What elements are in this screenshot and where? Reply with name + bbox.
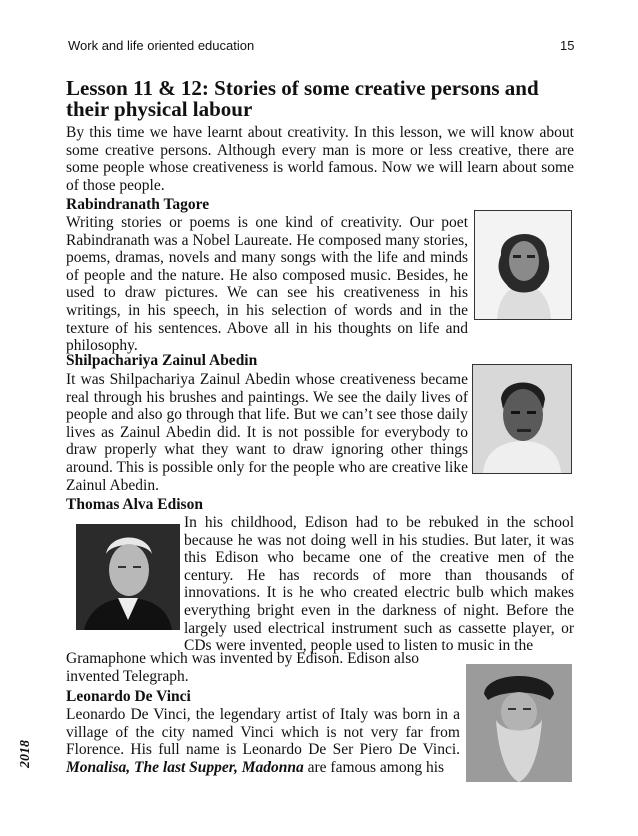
paragraph-davinci	[66, 706, 460, 776]
tagore-portrait-image	[474, 210, 572, 320]
heading-davinci: Leonardo De Vinci	[66, 688, 191, 705]
heading-tagore: Rabindranath Tagore	[66, 196, 210, 213]
abedin-portrait-image	[472, 364, 572, 474]
davinci-portrait-image	[466, 664, 572, 782]
davinci-text: Leonardo De Vinci, the legendary artist of Italy was born in a village of the city named Vinci which is not very far from Florence. His full name is Leonardo De Ser Piero De Vinci.	[66, 706, 460, 759]
paragraph-tagore: Writing stories or poems is one kind of creativity. Our poet Rabindranath was a Nobel Laureate. He composed many stories, poems, dramas, novels and many songs with the life and minds of people and the nature. He also composed music. Besides, he used to draw pictures. We can see his creativeness in his writings, in his speech, in his selection of words and in the texture of his sentences. Above all in his thoughts on life and philosophy.	[66, 214, 468, 355]
paragraph-edison-continued: Gramaphone which was invented by Edison. Edison also invented Telegraph.	[66, 650, 419, 685]
intro-paragraph: By this time we have learnt about creativity. In this lesson, we will know about some creative persons. Although every man is more or less creative, there are some people whose creativeness is world famous. Now we will learn about some of those people.	[66, 124, 574, 194]
running-header: Work and life oriented education	[68, 38, 255, 53]
year-label: 2018	[18, 740, 33, 768]
davinci-works: Monalisa, The last Supper, Madonna	[66, 758, 304, 776]
paragraph-abedin: It was Shilpachariya Zainul Abedin whose creativeness became real through his brushes and paintings. We see the daily lives of people and also go through that life. But we can’t see those daily lives as Zainul Abedin did. It is not possible for everybody to draw properly what they want to draw ignoring other things around. This is possible only for the people who are creative like Zainul Abedin.	[66, 371, 468, 494]
edison-portrait-image	[76, 524, 180, 630]
paragraph-edison: In his childhood, Edison had to be rebuked in the school because he was not doing well in his studies. But later, it was this Edison who became one of the creative men of the century. He has records of more than thousands of innovations. It is he who created electric bulb which makes everything bright even in the darkness of night. Before the largely used electrical instrument such as cassette player, or CDs were invented, people used to listen to music in the	[184, 514, 574, 655]
heading-abedin: Shilpachariya Zainul Abedin	[66, 352, 258, 369]
davinci-text-end: are famous among his	[303, 758, 445, 776]
page-number: 15	[560, 38, 575, 53]
heading-edison: Thomas Alva Edison	[66, 496, 203, 513]
lesson-title: Lesson 11 & 12: Stories of some creative persons and their physical labour	[66, 76, 539, 121]
